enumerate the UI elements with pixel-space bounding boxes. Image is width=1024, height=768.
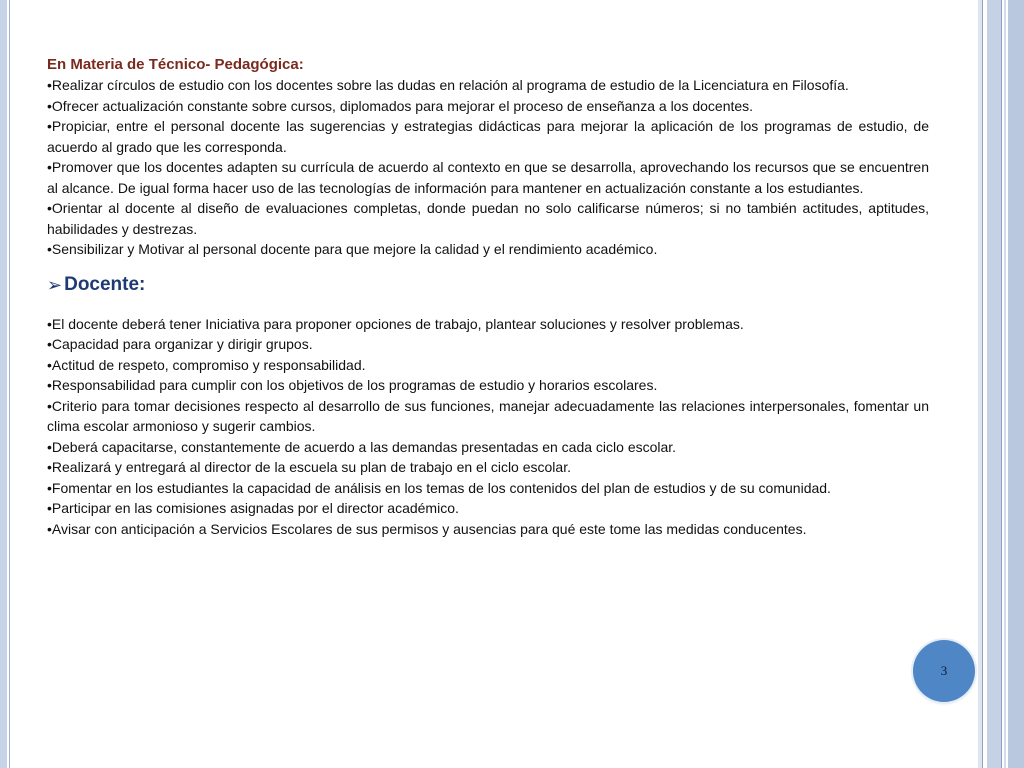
list-item: •Capacidad para organizar y dirigir grupos. [47,336,313,352]
list-item: •Promover que los docentes adapten su currícula de acuerdo al contexto en que se desarrolla, aprovechando los recursos que se encuentren al alcance. De igual forma hacer uso de las tecnologías de información para mantener en actualización constante a los estudiantes. [47,159,929,196]
list-item: •Participar en las comisiones asignadas por el director académico. [47,500,459,516]
left-decorative-line [9,0,10,768]
list-item: •Deberá capacitarse, constantemente de acuerdo a las demandas presentadas en cada ciclo escolar. [47,438,677,455]
list-item: •Avisar con anticipación a Servicios Escolares de sus permisos y ausencias para qué este tome las medidas conducentes. [47,520,807,537]
list-item: •Propiciar, entre el personal docente las sugerencias y estrategias didácticas para mejorar la aplicación de los programas de estudio, de acuerdo al grado que les corresponda. [47,118,929,155]
section-title-docente: Docente: [64,273,146,295]
arrow-bullet-icon: ➢ [47,274,63,295]
list-item: •Fomentar en los estudiantes la capacidad de análisis en los temas de los contenidos del plan de estudios y de su comunidad. [47,479,831,496]
list-item: •Sensibilizar y Motivar al personal docente para que mejore la calidad y el rendimiento académico. [47,241,658,257]
left-decorative-bar [0,0,7,768]
list-item: •Realizará y entregará al director de la escuela su plan de trabajo en el ciclo escolar. [47,459,571,475]
list-item: •Ofrecer actualización constante sobre cursos, diplomados para mejorar el proceso de enseñanza a los docentes. [47,97,754,114]
list-item: •Realizar círculos de estudio con los docentes sobre las dudas en relación al programa de estudio de la Licenciatura en Filosofía. [47,77,849,93]
right-decorative-stripes [978,0,1024,768]
list-item: •Orientar al docente al diseño de evaluaciones completas, donde puedan no solo calificarse números; si no también actitudes, aptitudes, habilidades y destrezas. [47,200,929,237]
list-item: •Responsabilidad para cumplir con los objetivos de los programas de estudio y horarios escolares. [47,377,658,393]
list-item: •Criterio para tomar decisiones respecto al desarrollo de sus funciones, manejar adecuadamente las relaciones interpersonales, fomentar un clima escolar armonioso y sugerir cambios. [47,397,929,434]
page-number-badge [913,640,975,702]
slide-content [47,55,929,539]
list-item: •Actitud de respeto, compromiso y responsabilidad. [47,356,366,373]
page-number: 3 [940,663,948,678]
list-item: •El docente deberá tener Iniciativa para proponer opciones de trabajo, plantear soluciones y resolver problemas. [47,315,744,332]
docente-heading [47,273,929,297]
section-title-tecnico-pedagogica: En Materia de Técnico- Pedagógica: [47,56,304,73]
